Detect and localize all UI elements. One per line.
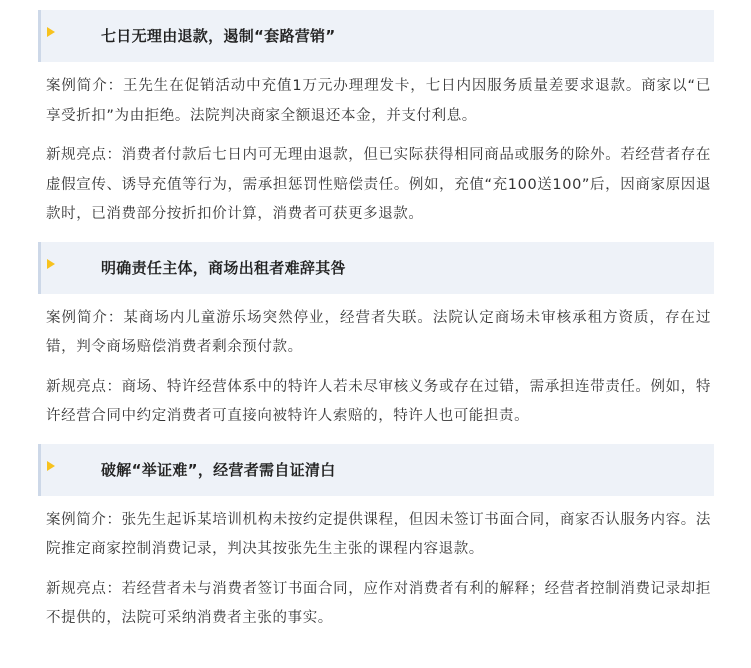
triangle-marker-icon [47, 461, 55, 471]
case-intro-paragraph: 案例简介：张先生起诉某培训机构未按约定提供课程，但因未签订书面合同，商家否认服务内容。法院推定商家控制消费记录，判决其按张先生主张的课程内容退款。 [46, 511, 711, 557]
section-header-2 [38, 242, 714, 294]
section-header-3 [38, 444, 714, 496]
case-intro-paragraph: 案例简介：王先生在促销活动中充值1万元办理理发卡，七日内因服务质量差要求退款。商家以“已享受折扣”为由拒绝。法院判决商家全额退还本金，并支付利息。 [46, 78, 711, 124]
new-rule-highlight-paragraph: 新规亮点：商场、特许经营体系中的特许人若未尽审核义务或存在过错，需承担连带责任。例如，特许经营合同中约定消费者可直接向被特许人索赔的，特许人也可能担责。 [46, 378, 711, 424]
section-title: 破解“举证难”，经营者需自证清白 [101, 460, 336, 479]
article [38, 10, 714, 634]
triangle-marker-icon [47, 259, 55, 269]
new-rule-highlight-paragraph: 新规亮点：若经营者未与消费者签订书面合同，应作对消费者有利的解释；经营者控制消费记录却拒不提供的，法院可采纳消费者主张的事实。 [46, 580, 711, 626]
section-title: 明确责任主体，商场出租者难辞其咎 [101, 258, 346, 277]
triangle-marker-icon [47, 27, 55, 37]
case-intro-paragraph: 案例简介：某商场内儿童游乐场突然停业，经营者失联。法院认定商场未审核承租方资质，存在过错，判令商场赔偿消费者剩余预付款。 [46, 309, 711, 355]
new-rule-highlight-paragraph: 新规亮点：消费者付款后七日内可无理由退款，但已实际获得相同商品或服务的除外。若经营者存在虚假宣传、诱导充值等行为，需承担惩罚性赔偿责任。例如，充值“充100送100”后，因商家原因退款时，已消费部分按折扣价计算，消费者可获更多退款。 [46, 147, 711, 222]
section-header-1 [38, 10, 714, 62]
section-title: 七日无理由退款，遏制“套路营销” [101, 27, 336, 45]
